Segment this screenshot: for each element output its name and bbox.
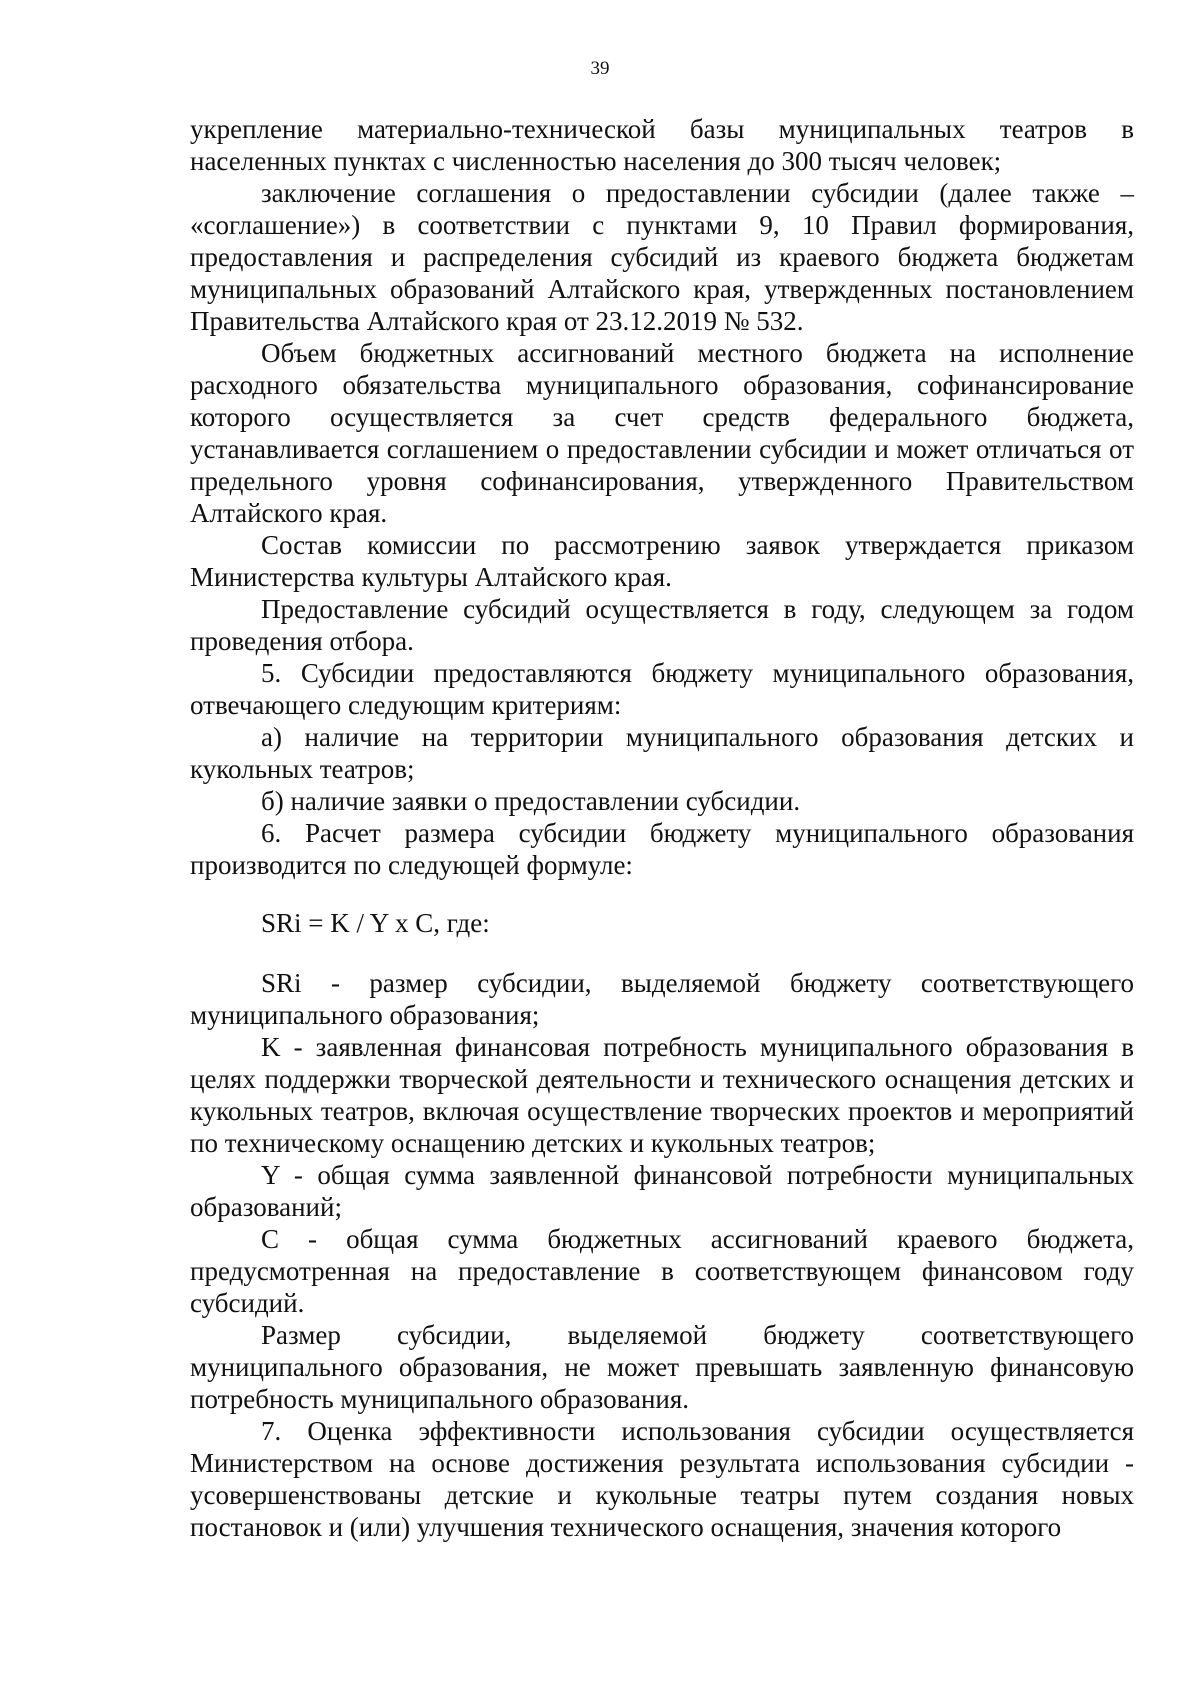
paragraph-theatre-base: укрепление материально-технической базы муниципальных театров в населенных пунктах с численностью населения до 300 тысяч человек; (190, 114, 1134, 176)
formula: SRi = K / Y x C, где: (261, 908, 490, 938)
paragraph-clause-5: 5. Субсидии предоставляются бюджету муниципального образования, отвечающего следующим критериям: (190, 658, 1134, 720)
definition-c: C - общая сумма бюджетных ассигнований краевого бюджета, предусмотренная на предоставление в соответствующем финансовом году субсидий. (190, 1224, 1134, 1318)
paragraph-clause-7: 7. Оценка эффективности использования субсидии осуществляется Министерством на основе достижения результата использования субсидии - усовершенствованы детские и кукольные театры путем создания новых постановок и (или) улучшения технического оснащения, значения которого (190, 1416, 1134, 1542)
paragraph-subsidy-year: Предоставление субсидий осуществляется в году, следующем за годом проведения отбора. (190, 594, 1134, 656)
paragraph-clause-6: 6. Расчет размера субсидии бюджету муниципального образования производится по следующей формуле: (190, 818, 1134, 880)
document-body (190, 113, 1134, 1543)
page-number: 39 (590, 58, 610, 79)
paragraph-commission: Состав комиссии по рассмотрению заявок утверждается приказом Министерства культуры Алтайского края. (190, 530, 1134, 592)
definition-y: Y - общая сумма заявленной финансовой потребности муниципальных образований; (190, 1160, 1134, 1222)
paragraph-budget-volume: Объем бюджетных ассигнований местного бюджета на исполнение расходного обязательства муниципального образования, софинансирование которого осуществляется за счет средств федерального бюджета, устанавливается соглашением о предоставлении субсидии и может отличаться от предельного уровня софинансирования, утвержденного Правительством Алтайского края. (190, 338, 1134, 528)
paragraph-subsidy-limit: Размер субсидии, выделяемой бюджету соответствующего муниципального образования, не может превышать заявленную финансовую потребность муниципального образования. (190, 1320, 1134, 1414)
definition-sri: SRi - размер субсидии, выделяемой бюджету соответствующего муниципального образования; (190, 968, 1134, 1030)
paragraph-criterion-b: б) наличие заявки о предоставлении субсидии. (261, 786, 801, 816)
paragraph-agreement: заключение соглашения о предоставлении субсидии (далее также – «соглашение») в соответствии с пунктами 9, 10 Правил формирования, предоставления и распределения субсидий из краевого бюджета бюджетам муниципальных образований Алтайского края, утвержденных постановлением Правительства Алтайского края от 23.12.2019 № 532. (190, 178, 1134, 336)
paragraph-criterion-a: а) наличие на территории муниципального образования детских и кукольных театров; (190, 722, 1134, 784)
definition-k: K - заявленная финансовая потребность муниципального образования в целях поддержки творческой деятельности и технического оснащения детских и кукольных театров, включая осуществление творческих проектов и мероприятий по техническому оснащению детских и кукольных театров; (190, 1032, 1134, 1158)
